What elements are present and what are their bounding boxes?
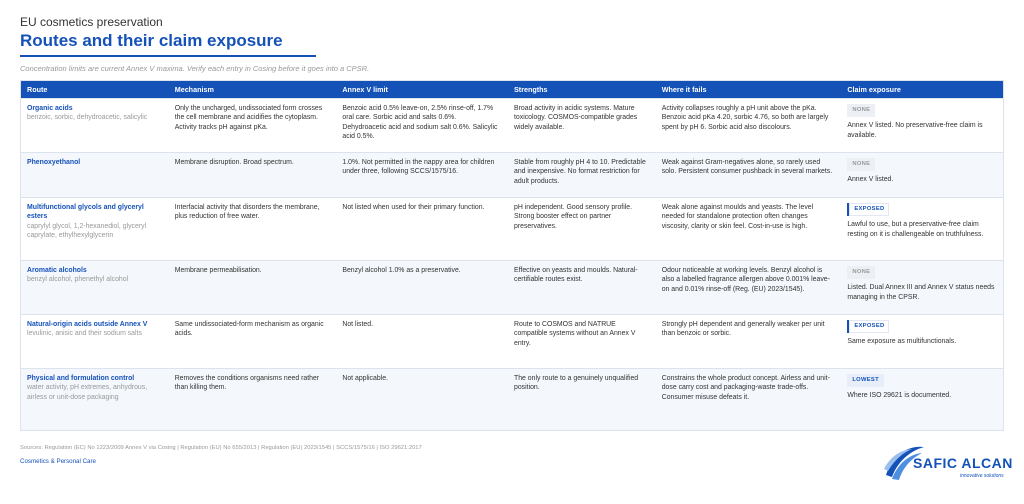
- fails-cell: Odour noticeable at working levels. Benzyl alcohol is also a labelled fragrance allergen above 0.001% leave-on and 0.01% rinse-off (Reg. (EU) 2023/1545).: [661, 267, 830, 293]
- annex-limit-cell: Benzyl alcohol 1.0% as a preservative.: [342, 267, 461, 274]
- mechanism-cell: Membrane permeabilisation.: [174, 267, 262, 274]
- table-row: [21, 368, 1003, 430]
- fails-cell: Constrains the whole product concept. Airless and unit-dose carry cost and packaging-waste trade-offs. Consumer misuse defeats it.: [661, 375, 830, 401]
- claim-note: Lawful to use, but a preservative-free claim resting on it is challengeable on truthfulness.: [847, 221, 984, 238]
- route-name: Natural-origin acids outside Annex V: [27, 321, 148, 328]
- route-name: Phenoxyethanol: [27, 159, 81, 166]
- column-header: Where it fails: [661, 85, 707, 94]
- title-underline: [20, 55, 316, 57]
- mechanism-cell: Membrane disruption. Broad spectrum.: [174, 159, 294, 166]
- route-cell: [21, 153, 169, 197]
- claim-badge: EXPOSED: [847, 203, 889, 216]
- logo-tagline: innovative solutions: [960, 473, 1004, 479]
- claim-note: Same exposure as multifunctionals.: [847, 338, 957, 346]
- strengths-cell: Route to COSMOS and NATRUE compatible systems without an Annex V entry.: [514, 321, 636, 347]
- claim-cell: [841, 261, 1003, 314]
- mechanism-cell: Same undissociated-form mechanism as organic acids.: [174, 321, 324, 338]
- claim-cell: [841, 198, 1003, 260]
- fails-cell: Strongly pH dependent and generally weaker per unit than benzoic or sorbic.: [661, 321, 825, 338]
- column-header: Strengths: [514, 85, 548, 94]
- route-examples: levulinic, anisic and their sodium salts: [27, 330, 142, 338]
- routes-table: [20, 80, 1004, 431]
- route-cell: [21, 369, 169, 430]
- route-cell: [21, 261, 169, 314]
- mechanism-cell: Interfacial activity that disorders the membrane, plus reduction of free water.: [174, 204, 320, 221]
- footer-label: Cosmetics & Personal Care: [20, 458, 96, 465]
- strengths-cell: The only route to a genuinely unqualified position.: [514, 375, 639, 392]
- route-examples: caprylyl glycol, 1,2-hexanediol, glyceryl caprylate, ethylhexylglycerin: [27, 222, 147, 240]
- claim-badge: NONE: [847, 104, 875, 117]
- table-row: [21, 152, 1003, 197]
- mechanism-cell: Only the uncharged, undissociated form crosses the cell membrane and acidifies the cytoplasm. Activity tracks pH against pKa.: [174, 105, 323, 131]
- claim-note: Annex V listed.: [847, 176, 894, 184]
- strengths-cell: pH independent. Good sensory profile. Strong booster effect on partner preservatives.: [514, 204, 632, 230]
- eyebrow: EU cosmetics preservation: [20, 15, 163, 29]
- route-name: Multifunctional glycols and glyceryl esters: [27, 204, 144, 221]
- column-header: Route: [27, 85, 48, 94]
- route-cell: [21, 198, 169, 260]
- claim-cell: [841, 153, 1003, 197]
- fails-cell: Weak against Gram-negatives alone, so rarely used solo. Persistent consumer pushback in several markets.: [661, 159, 833, 176]
- fails-cell: Activity collapses roughly a pH unit above the pKa. Benzoic acid pKa 4.20, sorbic 4.76, so both are largely spent by pH 6. Sorbic acid also discolours.: [661, 105, 829, 131]
- route-name: Organic acids: [27, 105, 73, 112]
- table-row: [21, 197, 1003, 260]
- annex-limit-cell: Not listed.: [342, 321, 373, 328]
- column-header: Claim exposure: [847, 85, 901, 94]
- intro-note: Concentration limits are current Annex V maxima. Verify each entry in Cosing before it goes into a CPSR.: [20, 64, 370, 73]
- strengths-cell: Broad activity in acidic systems. Mature toxicology. COSMOS-compatible grades widely available.: [514, 105, 638, 131]
- claim-badge: EXPOSED: [847, 320, 889, 333]
- sources-line: Sources: Regulation (EC) No 1223/2009 Annex V via Cosing | Regulation (EU) No 655/2013 | Regulation (EU) 2023/1545 | SCCS/1575/16 | ISO 29621:2017: [20, 445, 422, 451]
- logo-text: SAFIC ALCAN: [913, 455, 1013, 471]
- claim-note: Annex V listed. No preservative-free claim is available.: [847, 122, 983, 139]
- claim-cell: [841, 99, 1003, 152]
- claim-cell: [841, 369, 1003, 430]
- table-row: [21, 314, 1003, 368]
- annex-limit-cell: Benzoic acid 0.5% leave-on, 2.5% rinse-off, 1.7% oral care. Sorbic acid and salts 0.6%. Dehydroacetic acid and sodium salt 0.6%. Salicylic acid 0.5%.: [342, 105, 498, 141]
- claim-cell: [841, 315, 1003, 368]
- mechanism-cell: Removes the conditions organisms need rather than killing them.: [174, 375, 320, 392]
- annex-limit-cell: 1.0%. Not permitted in the nappy area for children under three, following SCCS/1575/16.: [342, 159, 495, 176]
- route-cell: [21, 315, 169, 368]
- route-name: Physical and formulation control: [27, 375, 135, 382]
- strengths-cell: Effective on yeasts and moulds. Natural-certifiable routes exist.: [514, 267, 638, 284]
- table-row: [21, 260, 1003, 314]
- fails-cell: Weak alone against moulds and yeasts. The level needed for standalone protection often changes viscosity, clarity or skin feel. Cost-in-use is high.: [661, 204, 814, 230]
- claim-note: Where ISO 29621 is documented.: [847, 392, 952, 400]
- route-examples: benzoic, sorbic, dehydroacetic, salicylic: [27, 114, 148, 122]
- annex-limit-cell: Not listed when used for their primary function.: [342, 204, 485, 211]
- company-logo: [882, 441, 1014, 483]
- route-cell: [21, 99, 169, 152]
- route-examples: water activity, pH extremes, anhydrous, airless or unit-dose packaging: [27, 384, 148, 401]
- column-header: Annex V limit: [342, 85, 388, 94]
- claim-badge: NONE: [847, 158, 875, 171]
- claim-badge: NONE: [847, 266, 875, 279]
- column-header: Mechanism: [174, 85, 214, 94]
- page-title: Routes and their claim exposure: [20, 31, 283, 50]
- table-row: [21, 98, 1003, 152]
- annex-limit-cell: Not applicable.: [342, 375, 388, 382]
- route-examples: benzyl alcohol, phenethyl alcohol: [27, 276, 129, 284]
- claim-badge: LOWEST: [847, 374, 884, 387]
- route-name: Aromatic alcohols: [27, 267, 87, 274]
- claim-note: Listed. Dual Annex III and Annex V status needs managing in the CPSR.: [847, 284, 995, 301]
- table-header-row: [21, 81, 1003, 98]
- strengths-cell: Stable from roughly pH 4 to 10. Predictable and inexpensive. No format restriction for adult products.: [514, 159, 646, 185]
